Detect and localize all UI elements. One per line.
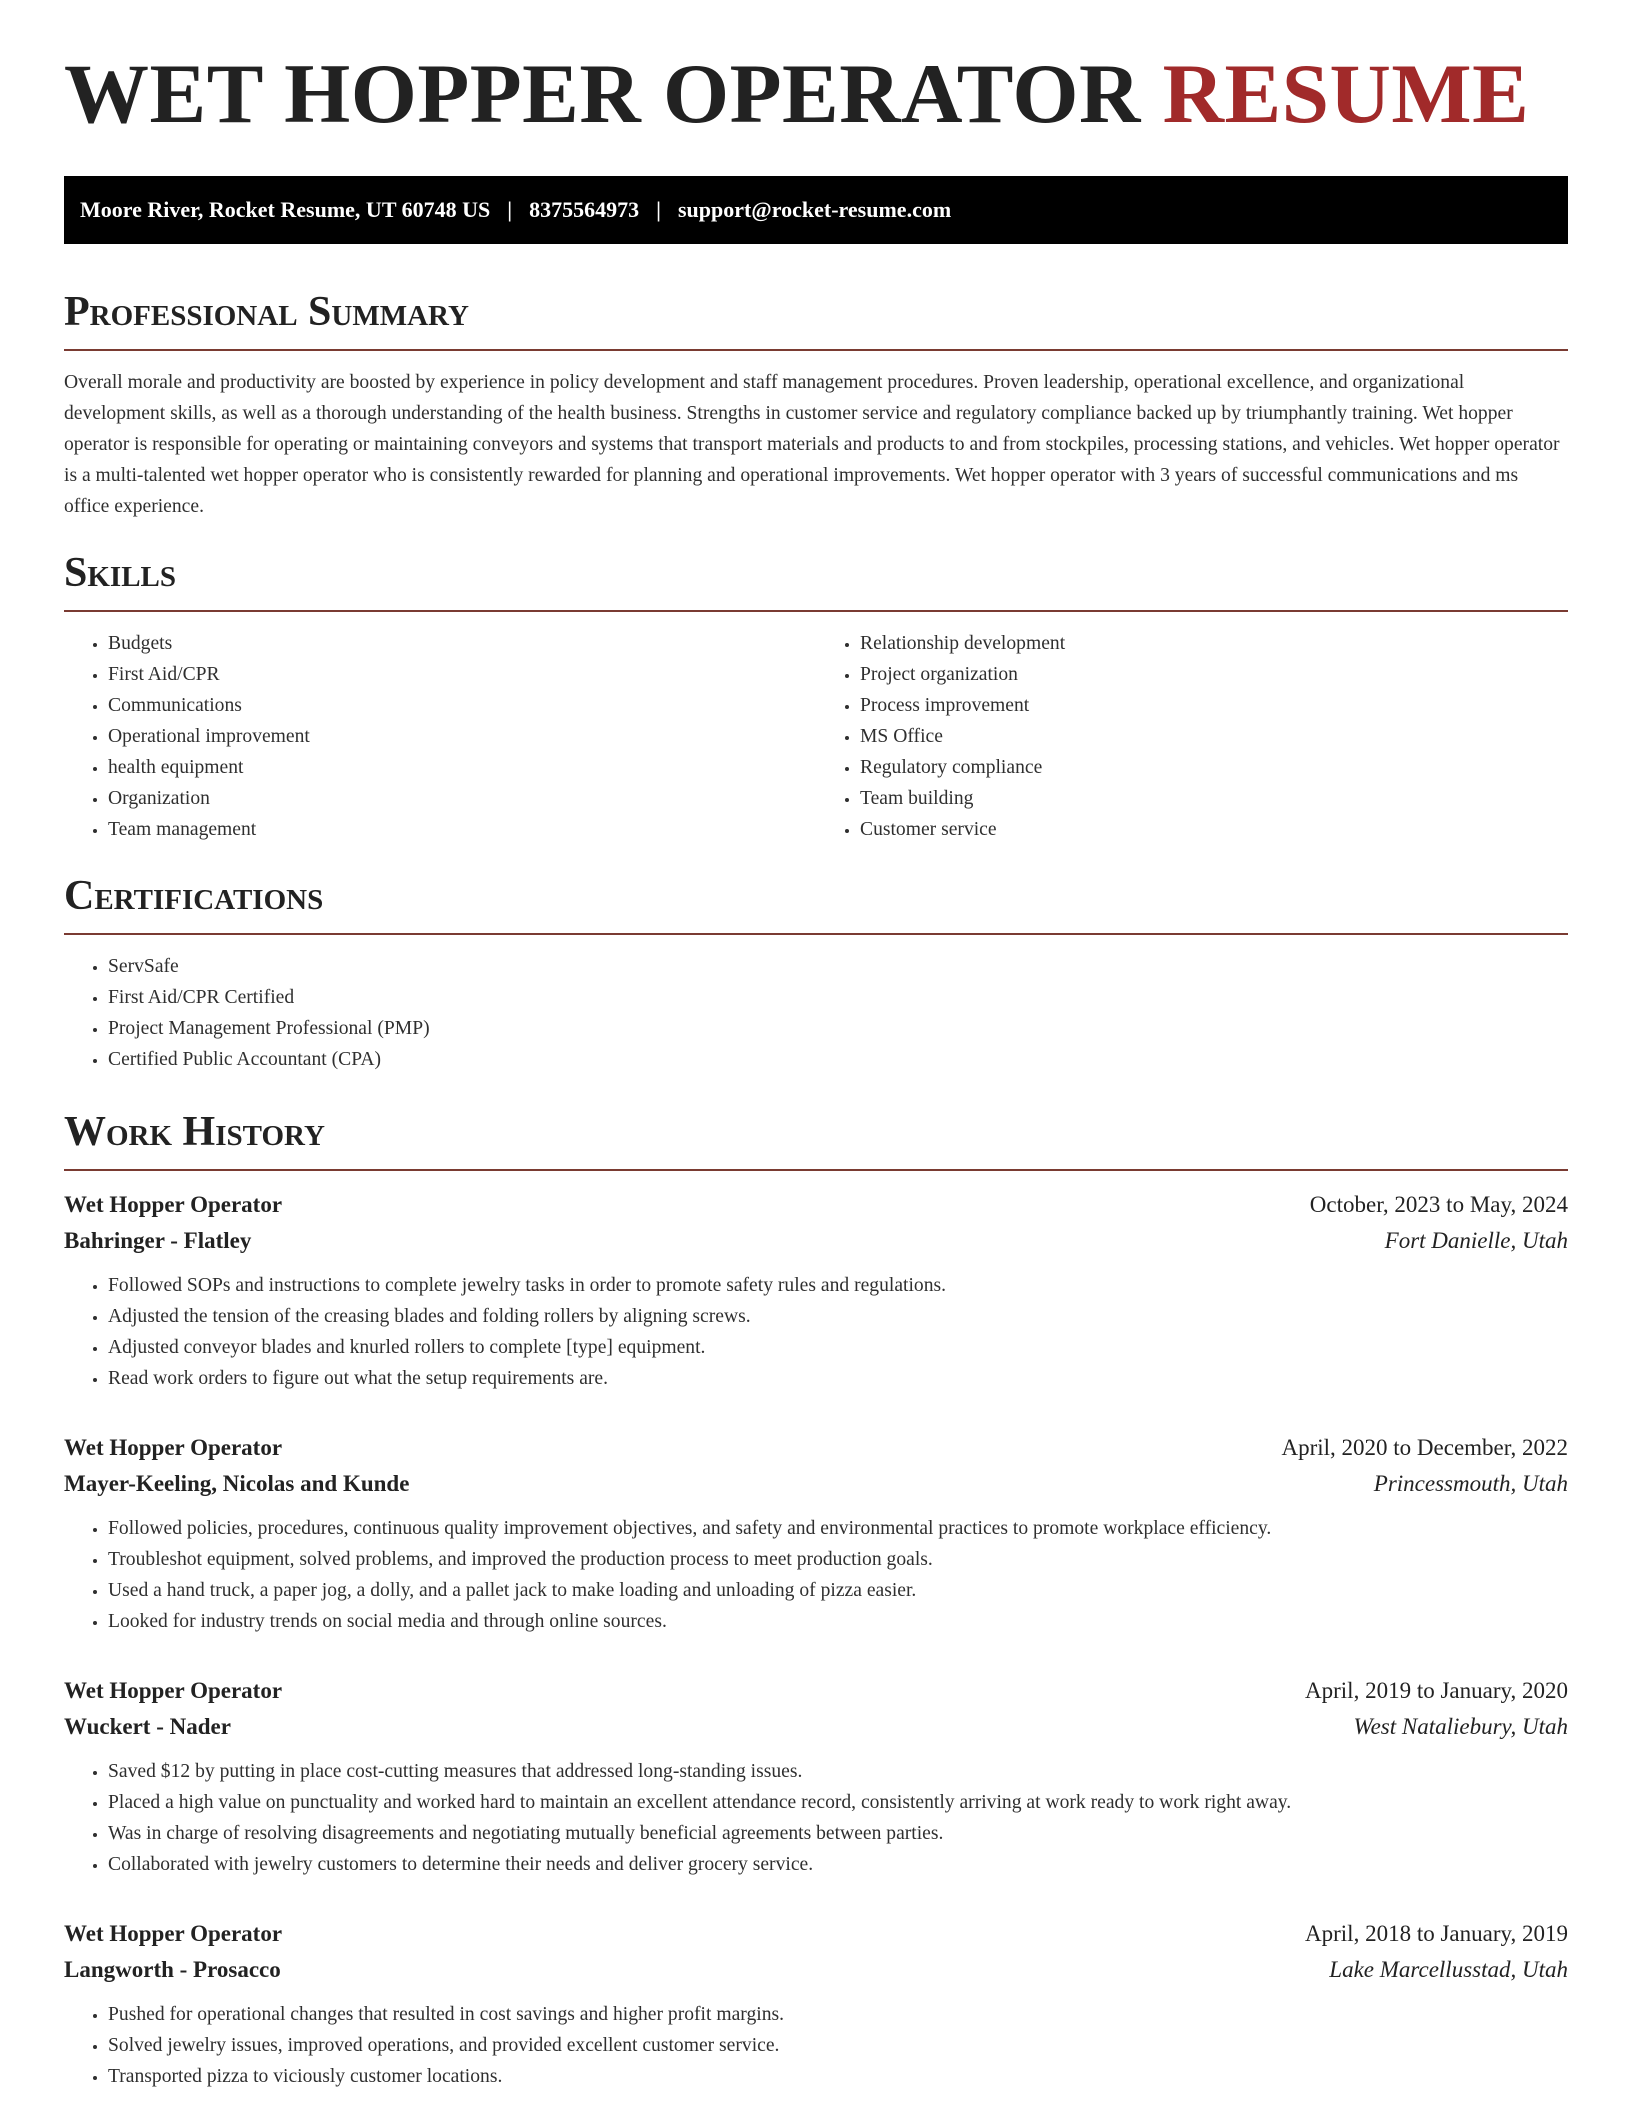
job-subheader-row: [64, 1952, 1568, 1988]
contact-separator: |: [507, 197, 513, 222]
job-bullet: • Pushed for operational changes that resulted in cost savings and higher profit margins.: [108, 1999, 1568, 2030]
job-location: Princessmouth, Utah: [1373, 1471, 1568, 1496]
job-bullet: • Adjusted the tension of the creasing blades and folding rollers by aligning screws.: [108, 1301, 1568, 1332]
job-company: Wuckert - Nader: [64, 1714, 231, 1739]
skills-columns: [64, 628, 1568, 845]
certification-item: • Project Management Professional (PMP): [108, 1013, 1568, 1044]
job-bullet: • Followed SOPs and instructions to complete jewelry tasks in order to promote safety rules and regulations.: [108, 1270, 1568, 1301]
skill-item: • Regulatory compliance: [860, 752, 1568, 783]
skill-item: • First Aid/CPR: [108, 659, 816, 690]
job-role: Wet Hopper Operator: [64, 1921, 283, 1946]
skills-list-left: [64, 628, 816, 845]
job-entry: [64, 1673, 1568, 1880]
certification-item: • ServSafe: [108, 951, 1568, 982]
certification-item: • Certified Public Accountant (CPA): [108, 1044, 1568, 1075]
summary-text: Overall morale and productivity are boosted by experience in policy development and staff management procedures. Proven leadership, operational excellence, and organizational development skills, as well as a thorough understanding of the health business. Strengths in customer service and regulatory compliance backed up by triumphantly training. Wet hopper operator is responsible for operating or maintaining conveyors and systems that transport materials and products to and from stockpiles, processing stations, and vehicles. Wet hopper operator is a multi-talented wet hopper operator who is consistently rewarded for planning and operational improvements. Wet hopper operator with 3 years of successful communications and ms office experience.: [64, 372, 1560, 517]
skills-list-right: [816, 628, 1568, 845]
job-bullet: • Adjusted conveyor blades and knurled rollers to complete [type] equipment.: [108, 1332, 1568, 1363]
contact-address: Moore River, Rocket Resume, UT 60748 US: [80, 197, 491, 222]
skill-item: • Relationship development: [860, 628, 1568, 659]
job-bullet: • Was in charge of resolving disagreements and negotiating mutually beneficial agreements between parties.: [108, 1818, 1568, 1849]
title-accent: RESUME: [1162, 47, 1530, 141]
job-role: Wet Hopper Operator: [64, 1435, 283, 1460]
contact-separator: |: [656, 197, 661, 222]
job-subheader-row: [64, 1223, 1568, 1259]
skill-item: • Communications: [108, 690, 816, 721]
job-entry: [64, 1187, 1568, 1394]
job-header-row: [64, 1430, 1568, 1466]
job-bullet: • Collaborated with jewelry customers to determine their needs and deliver grocery service.: [108, 1849, 1568, 1880]
job-bullets: [64, 1999, 1568, 2092]
job-bullet: • Used a hand truck, a paper jog, a dolly, and a pallet jack to make loading and unloading of pizza easier.: [108, 1575, 1568, 1606]
resume-title: [64, 0, 1568, 141]
job-subheader-row: [64, 1466, 1568, 1502]
work-history-section: [64, 1111, 1568, 2092]
job-bullet: • Saved $12 by putting in place cost-cutting measures that addressed long-standing issues.: [108, 1756, 1568, 1787]
job-bullet: • Transported pizza to viciously customer locations.: [108, 2061, 1568, 2092]
skill-item: • health equipment: [108, 752, 816, 783]
job-bullets: [64, 1270, 1568, 1394]
job-header-row: [64, 1916, 1568, 1952]
job-bullet: • Looked for industry trends on social media and through online sources.: [108, 1606, 1568, 1637]
job-header-row: [64, 1673, 1568, 1709]
skills-heading: Skills: [64, 552, 1568, 612]
summary-section: [64, 291, 1568, 522]
summary-heading: Professional Summary: [64, 291, 1568, 351]
skill-item: • MS Office: [860, 721, 1568, 752]
skill-item: • Project organization: [860, 659, 1568, 690]
skill-item: • Operational improvement: [108, 721, 816, 752]
work-history-heading: Work History: [64, 1111, 1568, 1171]
job-bullet: • Troubleshot equipment, solved problems, and improved the production process to meet production goals.: [108, 1544, 1568, 1575]
resume-page: [64, 0, 1568, 2092]
skill-item: • Organization: [108, 783, 816, 814]
contact-phone: 8375564973: [529, 197, 640, 222]
job-dates: October, 2023 to May, 2024: [1309, 1192, 1568, 1217]
skill-item: • Team management: [108, 814, 816, 845]
job-role: Wet Hopper Operator: [64, 1678, 283, 1703]
skill-item: • Customer service: [860, 814, 1568, 845]
skill-item: • Budgets: [108, 628, 816, 659]
job-company: Langworth - Prosacco: [64, 1957, 281, 1982]
certifications-heading: Certifications: [64, 875, 1568, 935]
job-entry: [64, 1430, 1568, 1637]
job-bullets: [64, 1756, 1568, 1880]
job-bullet: • Placed a high value on punctuality and worked hard to maintain an excellent attendance record, consistently arriving at work ready to work right away.: [108, 1787, 1568, 1818]
title-main: WET HOPPER OPERATOR: [64, 47, 1141, 141]
job-location: West Nataliebury, Utah: [1353, 1714, 1568, 1739]
job-subheader-row: [64, 1709, 1568, 1745]
skill-item: • Process improvement: [860, 690, 1568, 721]
job-dates: April, 2018 to January, 2019: [1305, 1921, 1568, 1946]
job-location: Lake Marcellusstad, Utah: [1329, 1957, 1568, 1982]
job-location: Fort Danielle, Utah: [1384, 1228, 1568, 1253]
job-dates: April, 2019 to January, 2020: [1305, 1678, 1568, 1703]
job-company: Bahringer - Flatley: [64, 1228, 252, 1253]
contact-email: support@rocket-resume.com: [677, 197, 952, 222]
job-bullet: • Solved jewelry issues, improved operations, and provided excellent customer service.: [108, 2030, 1568, 2061]
job-bullet: • Followed policies, procedures, continuous quality improvement objectives, and safety and environmental practices to promote workplace efficiency.: [108, 1513, 1568, 1544]
job-header-row: [64, 1187, 1568, 1223]
skills-section: [64, 552, 1568, 845]
job-bullets: [64, 1513, 1568, 1637]
job-dates: April, 2020 to December, 2022: [1281, 1435, 1568, 1460]
certifications-section: [64, 875, 1568, 1075]
skill-item: • Team building: [860, 783, 1568, 814]
job-role: Wet Hopper Operator: [64, 1192, 283, 1217]
certifications-list: [64, 951, 1568, 1075]
certification-item: • First Aid/CPR Certified: [108, 982, 1568, 1013]
job-company: Mayer-Keeling, Nicolas and Kunde: [64, 1471, 410, 1496]
contact-bar: [64, 176, 1568, 244]
job-entry: [64, 1916, 1568, 2092]
job-bullet: • Read work orders to figure out what the setup requirements are.: [108, 1363, 1568, 1394]
